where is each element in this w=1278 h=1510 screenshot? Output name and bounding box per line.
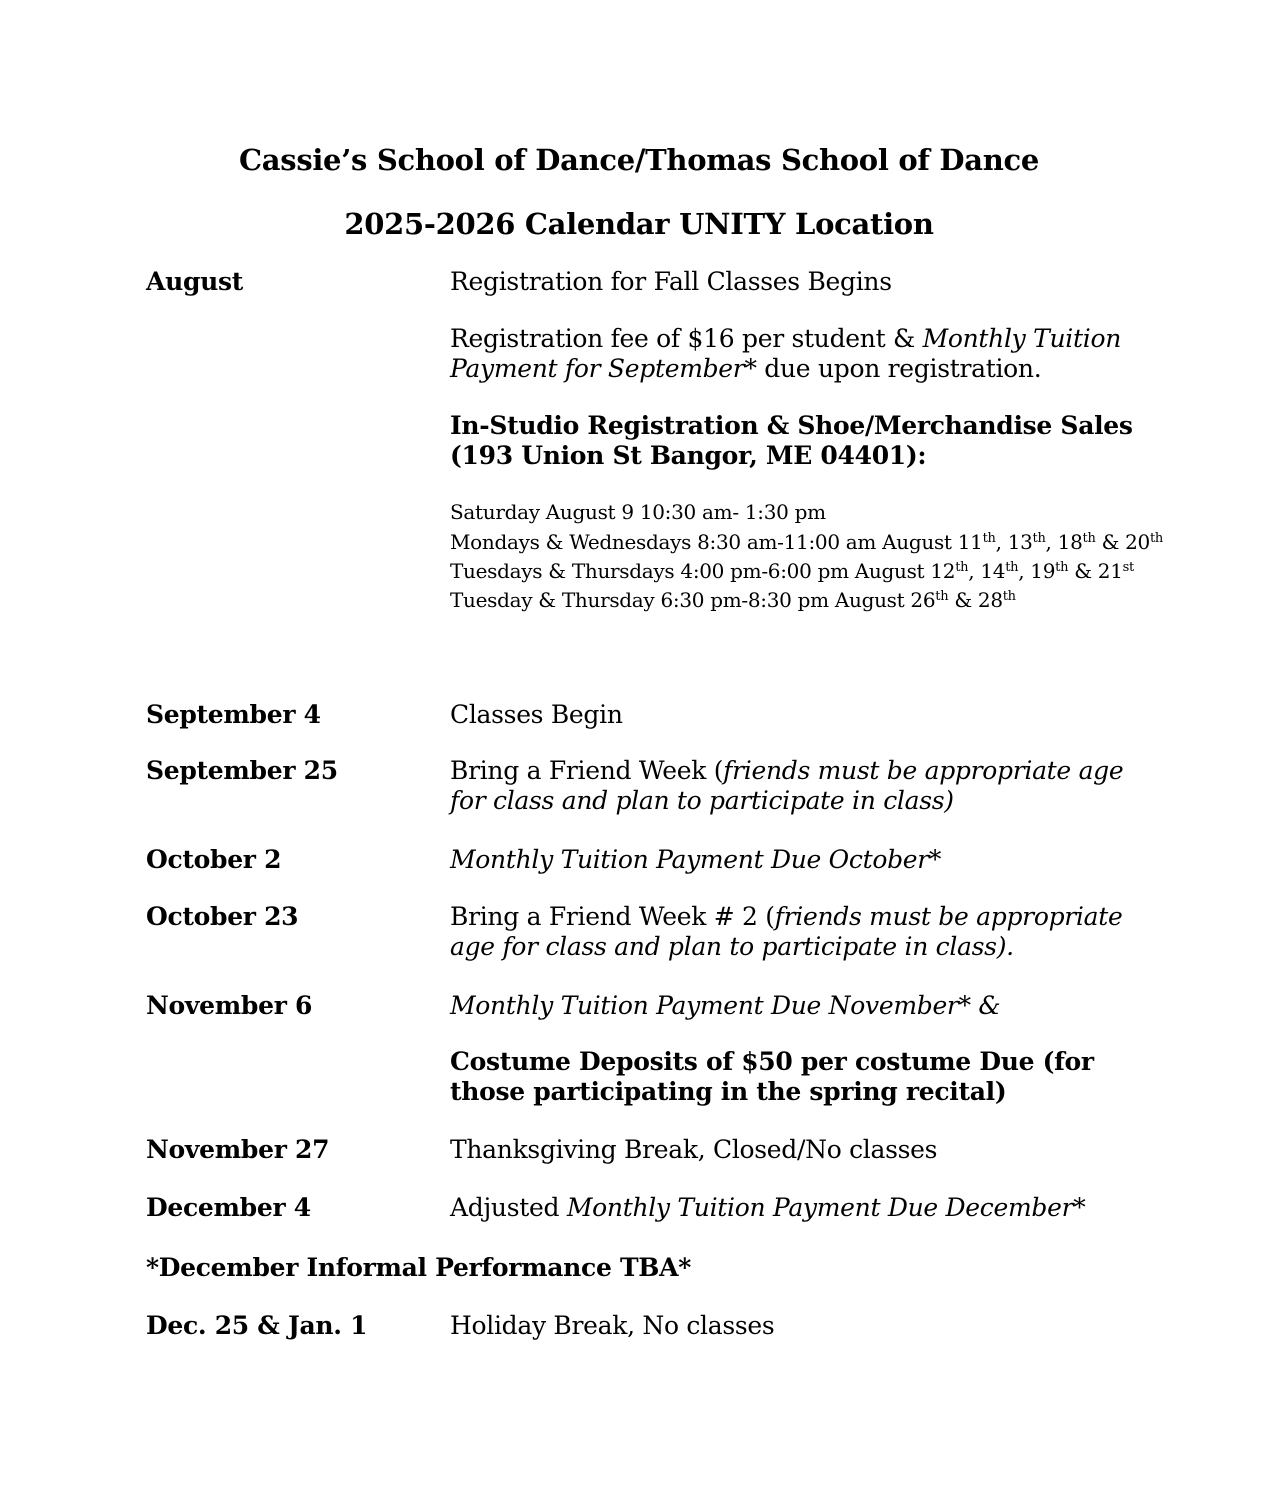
event-bring-friend-week-2 [450,902,1150,962]
ordinal-suffix: th [1082,531,1096,546]
event-tuition-october: Monthly Tuition Payment Due October* [450,845,942,874]
december-informal-performance: *December Informal Performance TBA* [146,1253,691,1282]
page-subtitle: 2025-2026 Calendar UNITY Location [344,207,934,241]
date-label-august: August [146,267,244,296]
ordinal-suffix: th [1055,560,1069,575]
session-text: & 20 [1095,530,1150,554]
ordinal-suffix: st [1122,560,1134,575]
date-label-nov27: November 27 [146,1135,330,1164]
date-label-oct23: October 23 [146,902,299,931]
date-label-nov6: November 6 [146,991,313,1020]
session-text: , 18 [1045,530,1083,554]
session-text: , 14 [968,559,1006,583]
ordinal-suffix: th [1032,531,1046,546]
in-studio-registration-heading: In-Studio Registration & Shoe/Merchandise Sales (193 Union St Bangor, ME 04401): [450,411,1133,470]
event-text: Bring a Friend Week ( [450,756,724,785]
session-text: & 21 [1068,559,1123,583]
fee-text: Registration fee of $16 per student & [450,324,923,353]
ordinal-suffix: th [955,560,969,575]
event-italic: friends must be appropriate age for class and plan to participate in class). [450,902,1123,961]
session-text: Tuesdays & Thursdays 4:00 pm-6:00 pm August 12 [450,559,956,583]
session-text: , 13 [995,530,1033,554]
event-italic: Monthly Tuition Payment Due December* [566,1193,1086,1222]
session-text: , 19 [1018,559,1056,583]
event-bring-friend-week [450,756,1150,816]
event-classes-begin: Classes Begin [450,700,623,729]
event-holiday-break: Holiday Break, No classes [450,1311,775,1340]
ordinal-suffix: th [1002,589,1016,604]
event-tuition-december [450,1193,1150,1223]
ordinal-suffix: th [1005,560,1019,575]
date-label-holiday: Dec. 25 & Jan. 1 [146,1311,368,1340]
date-label-sep4: September 4 [146,700,321,729]
session-text: & 28 [948,588,1003,612]
date-label-oct2: October 2 [146,845,282,874]
session-text: Mondays & Wednesdays 8:30 am-11:00 am August 11 [450,530,983,554]
page-title: Cassie’s School of Dance/Thomas School of Dance [239,143,1039,177]
event-text: Bring a Friend Week # 2 ( [450,902,775,931]
fee-italic: Monthly Tuition Payment for September* [450,324,1121,383]
event-tuition-november: Monthly Tuition Payment Due November* & [450,991,1001,1020]
ordinal-suffix: th [982,531,996,546]
date-label-sep25: September 25 [146,756,338,785]
fee-tail: due upon registration. [756,354,1042,383]
event-text: Adjusted [450,1193,567,1222]
august-registration-fee [450,324,1150,384]
ordinal-suffix: th [1149,531,1163,546]
event-italic: friends must be appropriate age for class and plan to participate in class) [450,756,1124,815]
session-tue-thu [450,557,1134,586]
session-text: Tuesday & Thursday 6:30 pm-8:30 pm August 26 [450,588,936,612]
event-thanksgiving-break: Thanksgiving Break, Closed/No classes [450,1135,938,1164]
session-mon-wed [450,528,1163,557]
session-saturday: Saturday August 9 10:30 am- 1:30 pm [450,500,826,524]
date-label-dec4: December 4 [146,1193,311,1222]
august-registration-begins: Registration for Fall Classes Begins [450,267,892,296]
session-tue-thu-evening [450,586,1016,615]
event-costume-deposits: Costume Deposits of $50 per costume Due (for those participating in the spring recital) [450,1047,1094,1106]
ordinal-suffix: th [935,589,949,604]
